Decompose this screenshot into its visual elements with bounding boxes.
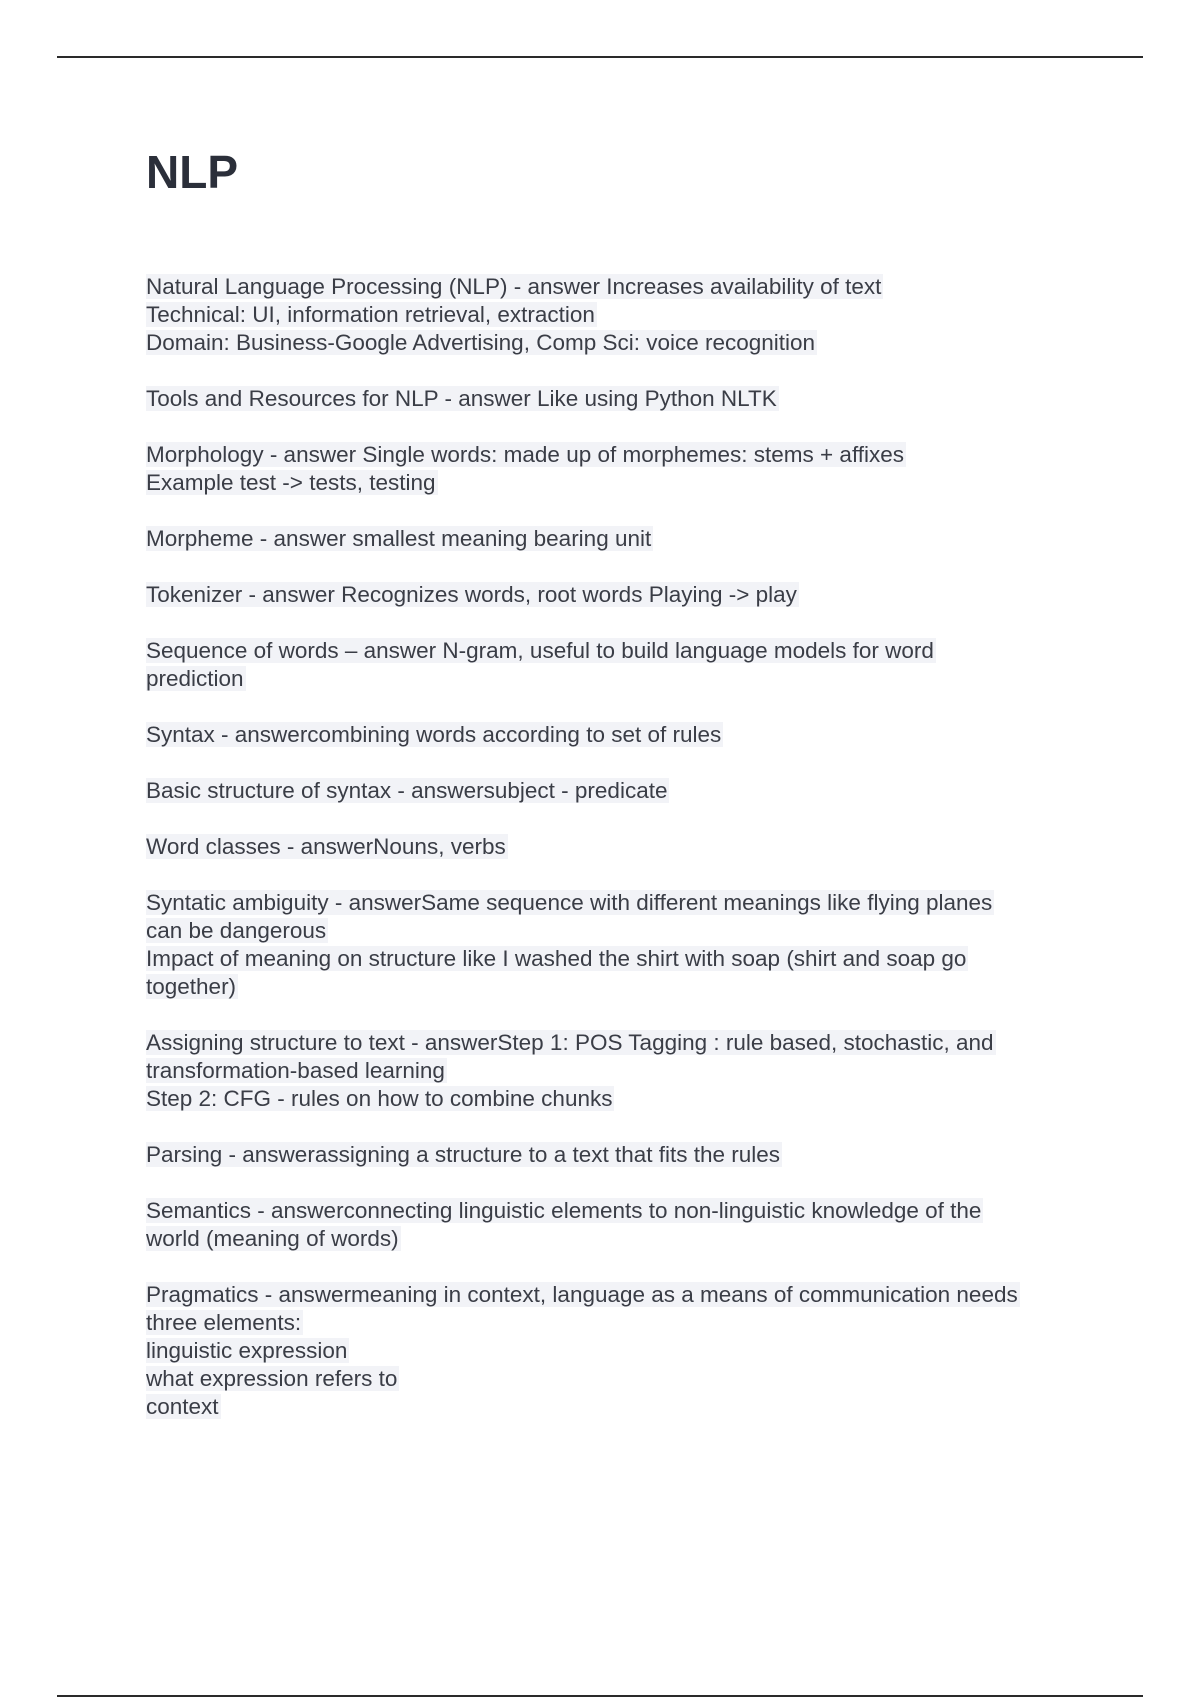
entry-line: Assigning structure to text - answerStep 1: POS Tagging : rule based, stochastic, and — [146, 1030, 994, 1055]
entry-line: transformation-based learning — [146, 1058, 445, 1083]
entry-line: Tools and Resources for NLP - answer Like using Python NLTK — [146, 386, 777, 411]
entry-line: Morphology - answer Single words: made up of morphemes: stems + affixes — [146, 442, 905, 467]
entry-syntactic-ambiguity — [146, 889, 1106, 1001]
entry-line: Pragmatics - answermeaning in context, language as a means of communication needs — [146, 1282, 1018, 1307]
top-rule — [57, 56, 1143, 58]
entry-line: Natural Language Processing (NLP) - answer Increases availability of text — [146, 274, 882, 299]
entry-nlp — [146, 273, 1106, 357]
entry-line: Tokenizer - answer Recognizes words, root words Playing -> play — [146, 582, 797, 607]
entry-line: Word classes - answerNouns, verbs — [146, 834, 506, 859]
entry-syntax — [146, 721, 1106, 749]
entry-semantics — [146, 1197, 1106, 1253]
entry-line: context — [146, 1394, 219, 1419]
entry-line: Syntax - answercombining words according to set of rules — [146, 722, 722, 747]
entry-list — [146, 273, 1106, 1421]
entry-parsing — [146, 1141, 1106, 1169]
entry-assigning-structure — [146, 1029, 1106, 1113]
document-body — [146, 140, 1106, 1449]
entry-line: Parsing - answerassigning a structure to a text that fits the rules — [146, 1142, 781, 1167]
entry-line: Morpheme - answer smallest meaning bearing unit — [146, 526, 652, 551]
entry-pragmatics — [146, 1281, 1106, 1421]
entry-line: Domain: Business-Google Advertising, Comp Sci: voice recognition — [146, 330, 816, 355]
entry-morphology — [146, 441, 1106, 497]
entry-line: Sequence of words – answer N-gram, useful to build language models for word — [146, 638, 934, 663]
bottom-rule — [57, 1695, 1143, 1697]
entry-line: world (meaning of words) — [146, 1226, 399, 1251]
entry-line: Technical: UI, information retrieval, extraction — [146, 302, 595, 327]
entry-line: Step 2: CFG - rules on how to combine chunks — [146, 1086, 613, 1111]
entry-basic-structure — [146, 777, 1106, 805]
entry-tokenizer — [146, 581, 1106, 609]
entry-morpheme — [146, 525, 1106, 553]
entry-tools — [146, 385, 1106, 413]
entry-sequence-of-words — [146, 637, 1106, 693]
entry-line: linguistic expression — [146, 1338, 348, 1363]
entry-line: Syntatic ambiguity - answerSame sequence with different meanings like flying planes — [146, 890, 993, 915]
page-title: NLP — [146, 146, 238, 198]
entry-line: Impact of meaning on structure like I washed the shirt with soap (shirt and soap go — [146, 946, 967, 971]
entry-line: prediction — [146, 666, 244, 691]
entry-line: can be dangerous — [146, 918, 327, 943]
entry-line: together) — [146, 974, 237, 999]
entry-line: Example test -> tests, testing — [146, 470, 436, 495]
entry-word-classes — [146, 833, 1106, 861]
entry-line: Basic structure of syntax - answersubject - predicate — [146, 778, 668, 803]
entry-line: Semantics - answerconnecting linguistic elements to non-linguistic knowledge of the — [146, 1198, 982, 1223]
entry-line: three elements: — [146, 1310, 302, 1335]
entry-line: what expression refers to — [146, 1366, 398, 1391]
